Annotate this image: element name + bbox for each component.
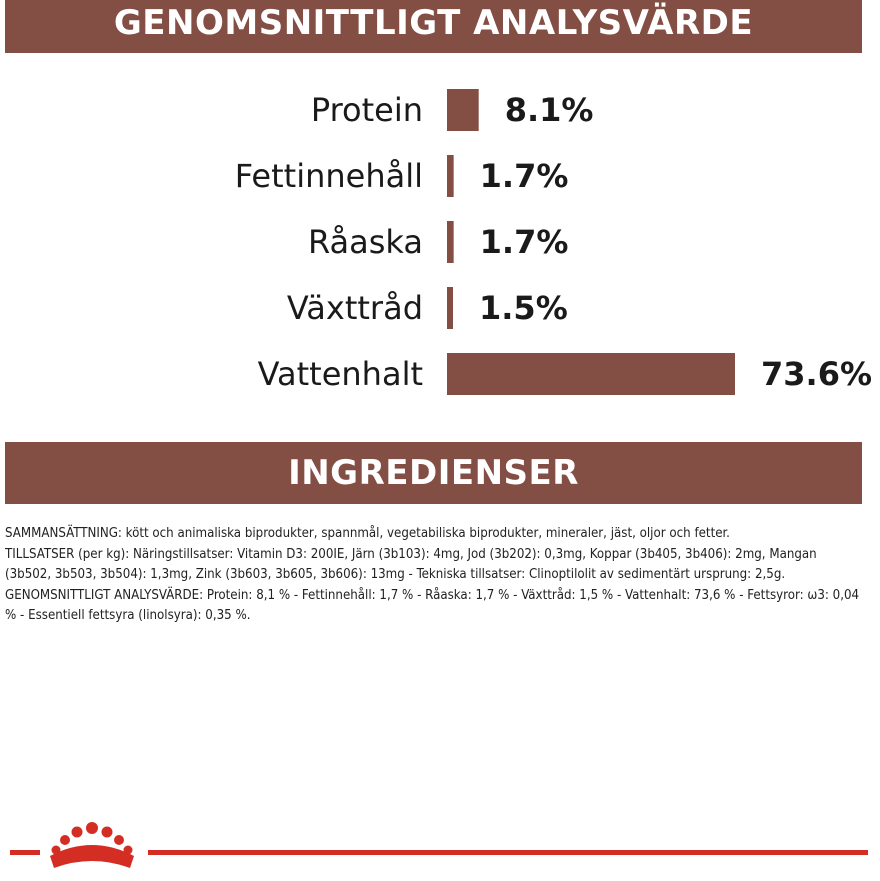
analysis-header — [5, 0, 862, 53]
ingredients-text — [5, 524, 865, 627]
bar-category-label: Råaska — [308, 223, 423, 261]
bar-value-label: 1.5% — [479, 289, 568, 327]
ingredients-title: INGREDIENSER — [288, 453, 579, 493]
bar-value-label: 1.7% — [479, 157, 569, 195]
bar — [447, 89, 479, 131]
footer — [0, 820, 880, 881]
bar — [447, 155, 454, 197]
bar — [447, 221, 454, 263]
analysis-text: GENOMSNITTLIGT ANALYSVÄRDE: Protein: 8,1 % - Fettinnehåll: 1,7 % - Råaska: 1,7 % - Växttråd: 1,5 % - Vattenhalt: 73,6 % - Fettsyror: ω3: 0,04 % - Essentiell fettsyra (linolsyra): 0,35 %. — [5, 587, 860, 623]
footer-rule — [148, 850, 868, 855]
composition-text: SAMMANSÄTTNING: kött och animaliska biprodukter, spannmål, vegetabiliska biprodukter, mineraler, jäst, oljor och fetter. — [5, 526, 730, 541]
bar-value-label: 1.7% — [479, 223, 569, 261]
additives-text: TILLSATSER (per kg): Näringstillsatser: Vitamin D3: 200IE, Järn (3b103): 4mg, Jod (3b202): 0,3mg, Koppar (3b405, 3b406): 2mg, Mangan (3b502, 3b503, 3b504): 1,3mg, Zink (3b603, 3b605, 3b606): 13mg - Tekniska tillsatser: Clinoptilolit av sedimentärt ursprung: 2,5g. — [5, 546, 817, 582]
bar-value-label: 73.6% — [761, 355, 873, 393]
footer-rule-left — [10, 850, 40, 855]
bar-category-label: Protein — [310, 91, 423, 129]
bar-category-label: Växttråd — [286, 289, 423, 327]
analysis-title: GENOMSNITTLIGT ANALYSVÄRDE — [113, 3, 754, 43]
royal-canin-crown-icon — [44, 820, 140, 876]
bar-value-label: 8.1% — [504, 91, 594, 129]
ingredients-header — [5, 442, 862, 504]
bar-category-label: Fettinnehåll — [234, 157, 423, 195]
analysis-bar-chart — [0, 70, 880, 400]
bar — [447, 353, 735, 395]
bar — [447, 287, 453, 329]
bar-category-label: Vattenhalt — [257, 355, 423, 393]
